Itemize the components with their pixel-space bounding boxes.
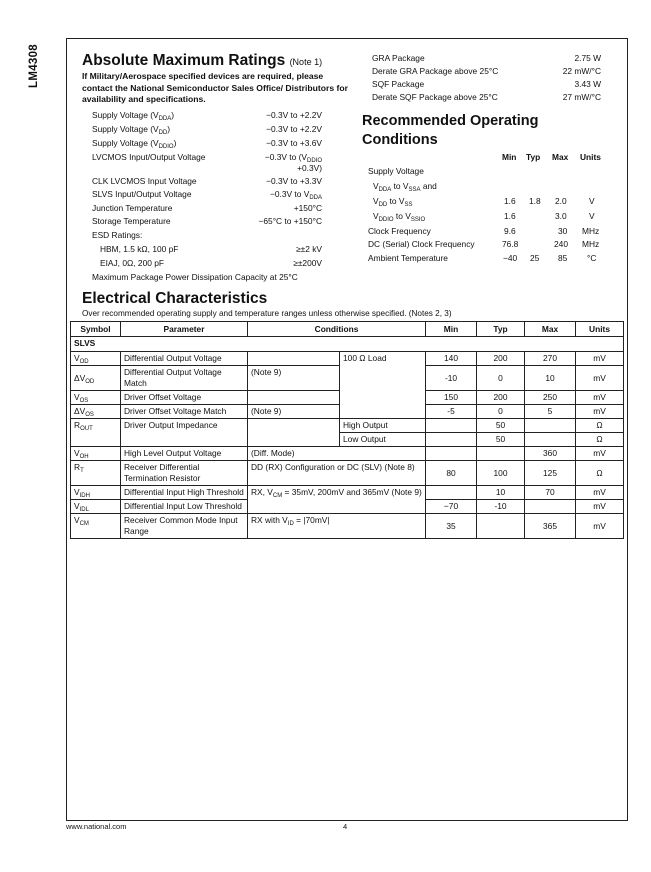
units-cell: mV [576,486,624,500]
abs-max-heading [82,52,322,70]
roc-clk-label: Clock Frequency [368,226,431,236]
parameter-cell: Receiver Differential Termination Resistor [121,461,248,486]
ec-col-symbol: Symbol [71,322,121,337]
max-cell [525,433,576,447]
units-cell: Ω [576,433,624,447]
ec-col-max: Max [525,322,576,337]
ec-table [70,321,624,539]
parameter-cell: Differential Input High Threshold [121,486,248,500]
ec-subtitle: Over recommended operating supply and temperature ranges unless otherwise specified. (Notes 2, 3) [82,309,452,318]
roc-clk-max: 30 [558,226,568,236]
roc-dc-units: MHz [582,239,600,249]
parameter-cell: Differential Output Voltage [121,352,248,366]
ec-section-row [71,337,624,352]
roc-clk-units: MHz [582,226,600,236]
symbol-cell: $V_{CM}$ [71,514,121,539]
roc-amb-units: °C [587,253,597,263]
min-cell [426,486,477,500]
roc-header-max: Max [552,152,569,162]
max-cell: 5 [525,405,576,419]
roc-supply-label: Supply Voltage [368,166,424,176]
roc-amb-typ: 25 [530,253,540,263]
table-row [71,486,624,500]
ec-col-parameter: Parameter [121,322,248,337]
table-row [71,447,624,461]
max-cell: 270 [525,352,576,366]
min-cell: -5 [426,405,477,419]
roc-dc-label: DC (Serial) Clock Frequency [368,239,475,249]
units-cell: mV [576,352,624,366]
typ-cell: 100 [477,461,525,486]
roc-vddio-units: V [589,211,595,221]
typ-cell [477,447,525,461]
low-output-cell: Low Output [340,433,426,447]
min-cell: 140 [426,352,477,366]
units-cell: mV [576,514,624,539]
max-cell [525,500,576,514]
symbol-cell: $V_{IDL}$ [71,500,121,514]
military-note: If Military/Aerospace specified devices are required, please contact the National Semiconductor Sales Office/ Distributors for availability and specifications. [82,71,348,104]
typ-cell: 200 [477,352,525,366]
parameter-cell: Differential Input Low Threshold [121,500,248,514]
roc-header-units: Units [580,152,601,162]
symbol-cell: $V_{OD}$ [71,352,121,366]
max-cell: 360 [525,447,576,461]
parameter-cell: Driver Offset Voltage [121,391,248,405]
symbol-cell: $R_T$ [71,461,121,486]
typ-cell: -10 [477,500,525,514]
roc-amb-min: −40 [503,253,518,263]
units-cell: mV [576,391,624,405]
typ-cell: 50 [477,419,525,433]
parameter-cell: Driver Offset Voltage Match [121,405,248,419]
symbol-cell: $V_{IDH}$ [71,486,121,500]
ec-col-typ: Typ [477,322,525,337]
roc-header-min: Min [502,152,517,162]
min-cell: 35 [426,514,477,539]
roc-vdd-typ: 1.8 [529,196,541,206]
typ-cell: 10 [477,486,525,500]
symbol-cell: $\Delta V_{OD}$ [71,366,121,391]
roc-dc-max: 240 [554,239,568,249]
min-cell [426,447,477,461]
ec-title: Electrical Characteristics [82,290,268,307]
condition-cell: (Diff. Mode) [248,447,426,461]
condition-cell: RX, $V_{CM} = 35mV$, 200mV and 365mV (Note 9) [248,486,426,514]
table-row [71,419,624,433]
max-cell: 70 [525,486,576,500]
units-cell: Ω [576,419,624,433]
condition-cell: DD (RX) Configuration or DC (SLV) (Note 8) [248,461,426,486]
units-cell: mV [576,366,624,391]
roc-amb-max: 85 [558,253,568,263]
min-cell [426,433,477,447]
min-cell: -10 [426,366,477,391]
min-cell: 150 [426,391,477,405]
load-condition-cell: 100 Ω Load [340,352,426,419]
typ-cell: 50 [477,433,525,447]
min-cell: −70 [426,500,477,514]
roc-vddio-min: 1.6 [504,211,516,221]
parameter-cell: Driver Output Impedance [121,419,248,447]
ec-col-min: Min [426,322,477,337]
roc-vddio-max: 3.0 [555,211,567,221]
typ-cell: 0 [477,405,525,419]
min-cell [426,419,477,433]
table-row [71,514,624,539]
footer-page-number: 4 [343,822,348,831]
part-number-side-label: LM4308 [28,44,40,88]
roc-vdd-max: 2.0 [555,196,567,206]
condition-cell: (Note 9) [248,366,340,391]
typ-cell: 0 [477,366,525,391]
table-row [71,352,624,366]
condition-cell [248,352,340,366]
high-output-cell: High Output [340,419,426,433]
units-cell: mV [576,405,624,419]
symbol-cell: $V_{OS}$ [71,391,121,405]
roc-vdda-label: $V_{DDA}$ to $V_{SSA}$ and [373,181,437,193]
typ-cell: 200 [477,391,525,405]
max-cell [525,419,576,433]
condition-cell: RX with $V_{ID} = |70mV|$ [248,514,426,539]
parameter-cell: Differential Output Voltage Match [121,366,248,391]
roc-vdd-label: $V_{DD}$ to $V_{SS}$ [373,196,413,208]
roc-dc-min: 76.8 [502,239,519,249]
ec-col-units: Units [576,322,624,337]
typ-cell [477,514,525,539]
abs-max-title: Absolute Maximum Ratings [82,52,286,69]
roc-clk-min: 9.6 [504,226,516,236]
footer-website[interactable]: www.national.com [66,822,127,831]
roc-vddio-label: $V_{DDIO}$ to $V_{SSIO}$ [373,211,426,223]
symbol-cell: $R_{OUT}$ [71,419,121,447]
condition-cell: (Note 9) [248,405,340,419]
symbol-cell: $\Delta V_{OS}$ [71,405,121,419]
roc-vdd-units: V [589,196,595,206]
symbol-cell: $V_{OH}$ [71,447,121,461]
max-cell: 250 [525,391,576,405]
units-cell: Ω [576,461,624,486]
parameter-cell: High Level Output Voltage [121,447,248,461]
units-cell: mV [576,500,624,514]
roc-amb-label: Ambient Temperature [368,253,448,263]
units-cell: mV [576,447,624,461]
roc-vdd-min: 1.6 [504,196,516,206]
condition-cell [248,419,340,447]
max-cell: 365 [525,514,576,539]
table-row [71,461,624,486]
roc-title: Recommended Operating Conditions [362,113,539,148]
max-cell: 10 [525,366,576,391]
ec-section-slvs: SLVS [71,337,624,352]
max-cell: 125 [525,461,576,486]
parameter-cell: Receiver Common Mode Input Range [121,514,248,539]
roc-header-typ: Typ [526,152,541,162]
ec-col-conditions: Conditions [248,322,426,337]
condition-cell [248,391,340,405]
min-cell: 80 [426,461,477,486]
ec-header-row [71,322,624,337]
abs-max-note: (Note 1) [289,57,323,67]
